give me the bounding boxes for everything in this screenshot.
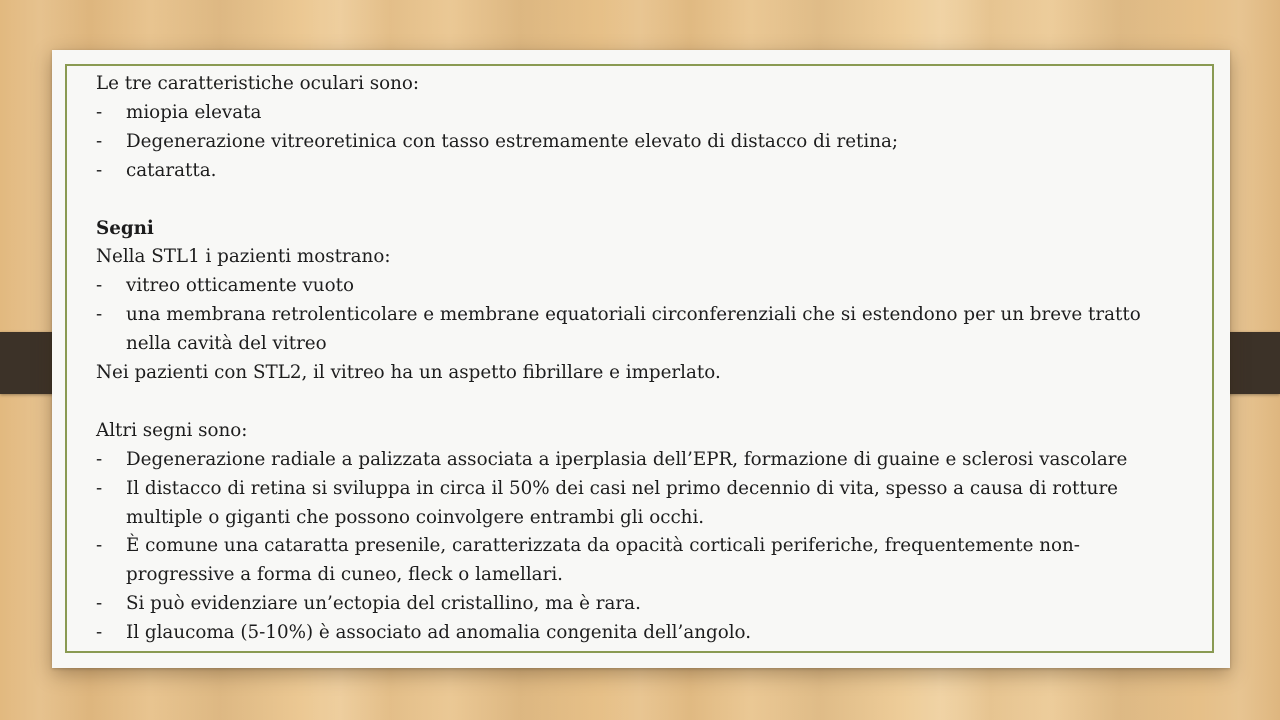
feature-item: [96, 128, 1186, 157]
slide-paper: [52, 50, 1230, 668]
other-sign-text: Degenerazione radiale a palizzata associata a iperplasia dell’EPR, formazione di guaine e sclerosi vascolare: [126, 448, 1128, 470]
stl1-intro: Nella STL1 i pazienti mostrano:: [96, 246, 391, 268]
bullet-dash: -: [96, 101, 103, 123]
spacer: [96, 388, 1186, 417]
bullet-dash: -: [96, 159, 103, 181]
bullet-dash: -: [96, 448, 103, 470]
stl1-text: una membrana retrolenticolare e membrane equatoriali circonferenziali che si estendono per un breve tratto nella cavità del vitreo: [126, 304, 1141, 355]
other-sign-item: [96, 619, 1186, 648]
feature-text: miopia elevata: [126, 101, 262, 123]
other-sign-text: Si può evidenziare un’ectopia del cristallino, ma è rara.: [126, 593, 641, 615]
bullet-dash: -: [96, 622, 103, 644]
bullet-dash: -: [96, 304, 103, 326]
feature-item: [96, 157, 1186, 186]
stl2-text: Nei pazienti con STL2, il vitreo ha un aspetto fibrillare e imperlato.: [96, 362, 721, 384]
bullet-dash: -: [96, 275, 103, 297]
other-signs-intro: Altri segni sono:: [96, 419, 248, 441]
slide-content: [96, 70, 1186, 648]
bullet-dash: -: [96, 535, 103, 557]
other-sign-item: [96, 475, 1186, 533]
feature-text: Degenerazione vitreoretinica con tasso estremamente elevato di distacco di retina;: [126, 130, 899, 152]
stl1-text: vitreo otticamente vuoto: [126, 275, 354, 297]
bullet-dash: -: [96, 593, 103, 615]
features-intro: Le tre caratteristiche oculari sono:: [96, 73, 420, 94]
feature-item: [96, 99, 1186, 128]
bullet-dash: -: [96, 477, 103, 499]
stl1-item: [96, 272, 1186, 301]
bullet-dash: -: [96, 130, 103, 152]
other-sign-text: Il glaucoma (5-10%) è associato ad anomalia congenita dell’angolo.: [126, 622, 752, 644]
feature-text: cataratta.: [126, 159, 217, 181]
spacer: [96, 186, 1186, 215]
other-sign-item: [96, 532, 1186, 590]
other-sign-item: [96, 446, 1186, 475]
other-sign-item: [96, 590, 1186, 619]
signs-heading: Segni: [96, 217, 154, 239]
other-sign-text: È comune una cataratta presenile, caratterizzata da opacità corticali periferiche, frequentemente non-progressive a forma di cuneo, fleck o lamellari.: [126, 535, 1080, 586]
other-sign-text: Il distacco di retina si sviluppa in circa il 50% dei casi nel primo decennio di vita, spesso a causa di rotture multiple o giganti che possono coinvolgere entrambi gli occhi.: [126, 477, 1118, 528]
stl1-item: [96, 301, 1186, 359]
